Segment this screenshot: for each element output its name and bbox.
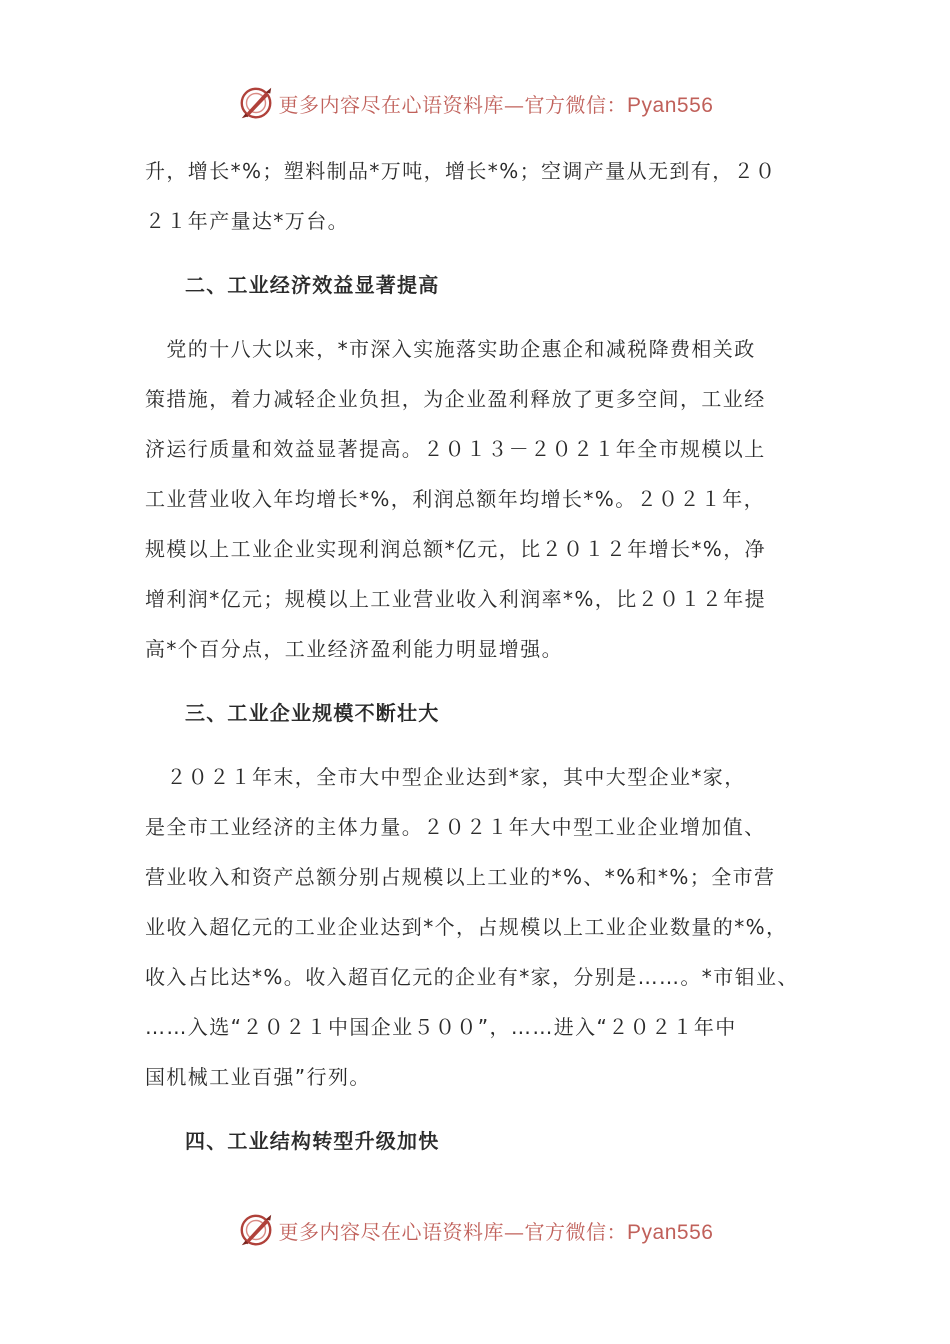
paragraph-section-3: [145, 752, 815, 1102]
text-line: 规模以上工业企业实现利润总额*亿元，比２０１２年增长*%，净: [145, 537, 767, 561]
banner-text: 更多内容尽在心语资料库—官方微信：Pyan556: [278, 92, 714, 117]
pen-logo-icon: [237, 84, 275, 122]
pen-logo-icon: [237, 1211, 275, 1249]
text-line: 营业收入和资产总额分别占规模以上工业的*%、*%和*%；全市营: [145, 865, 776, 889]
section-heading-4: 四、工业结构转型升级加快: [185, 1129, 440, 1153]
text-line: 高*个百分点，工业经济盈利能力明显增强。: [145, 637, 563, 661]
document-body: [145, 146, 815, 1166]
header-banner: [0, 83, 950, 123]
text-line: 是全市工业经济的主体力量。２０２１年大中型工业企业增加值、: [145, 815, 766, 839]
text-line: ２１年产量达*万台。: [145, 209, 349, 233]
text-line: 国机械工业百强”行列。: [145, 1065, 371, 1089]
text-line: 工业营业收入年均增长*%，利润总额年均增长*%。２０２１年，: [145, 487, 766, 511]
text-line: ２０２１年末，全市大中型企业达到*家，其中大型企业*家，: [145, 765, 746, 789]
paragraph-section-2: [145, 324, 815, 674]
text-line: 收入占比达*%。收入超百亿元的企业有*家，分别是……。*市钼业、: [145, 965, 799, 989]
section-heading-2: 二、工业经济效益显著提高: [185, 273, 440, 297]
text-line: 增利润*亿元；规模以上工业营业收入利润率*%，比２０１２年提: [145, 587, 767, 611]
text-line: 济运行质量和效益显著提高。２０１３－２０２１年全市规模以上: [145, 437, 766, 461]
text-line: 业收入超亿元的工业企业达到*个，占规模以上工业企业数量的*%，: [145, 915, 788, 939]
text-line: ……入选“２０２１中国企业５００”，……进入“２０２１年中: [145, 1015, 737, 1039]
text-line: 党的十八大以来，*市深入实施落实助企惠企和减税降费相关政: [145, 337, 756, 361]
wechat-id: Pyan556: [627, 1220, 714, 1244]
banner-text: 更多内容尽在心语资料库—官方微信：Pyan556: [278, 1219, 714, 1244]
wechat-id: Pyan556: [627, 93, 714, 117]
text-line: 升，增长*%；塑料制品*万吨，增长*%；空调产量从无到有，２０: [145, 159, 777, 183]
section-heading-3: 三、工业企业规模不断壮大: [185, 701, 440, 725]
footer-banner: [0, 1210, 950, 1250]
paragraph-continued: [145, 146, 815, 246]
text-line: 策措施，着力减轻企业负担，为企业盈利释放了更多空间，工业经: [145, 387, 766, 411]
